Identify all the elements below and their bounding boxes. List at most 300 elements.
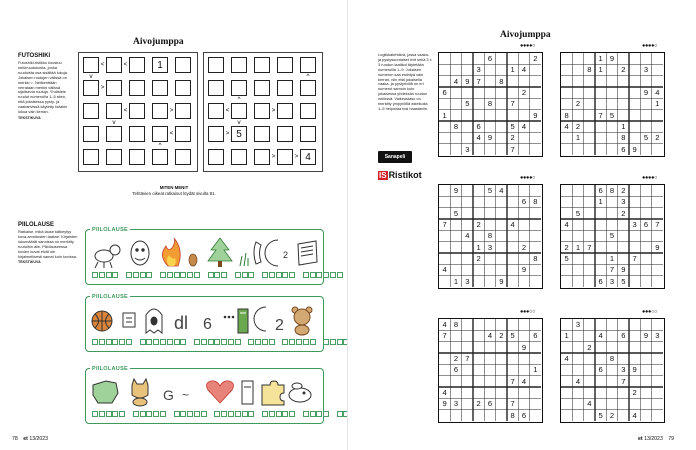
right-issue: 13/2023 (644, 436, 663, 442)
word-gap (167, 411, 173, 417)
letter-box[interactable] (323, 339, 329, 345)
inequality-sign: > (271, 153, 276, 160)
letter-box[interactable] (146, 411, 152, 417)
sudoku-given: 4 (465, 231, 470, 241)
letter-box[interactable] (167, 272, 173, 278)
sudoku-given: 4 (575, 376, 581, 386)
rebus-pictures-1 (90, 236, 319, 269)
futoshiki-cell[interactable] (254, 103, 270, 119)
sudoku-given: 9 (487, 133, 493, 143)
futoshiki-cell[interactable]: 5 (231, 126, 247, 142)
sudoku-given: 5 (609, 231, 615, 241)
right-page-number: 79 (668, 436, 675, 442)
futoshiki-cell[interactable] (83, 149, 99, 165)
rebus-panel-1[interactable] (85, 229, 324, 285)
futoshiki-cell[interactable] (175, 57, 191, 73)
sudoku-given: 3 (609, 276, 615, 286)
sudoku-given: 8 (609, 186, 615, 196)
rebus-pictures-3 (90, 375, 319, 408)
ristikot-logo (378, 170, 422, 180)
difficulty-dots: ●●●○○ (642, 309, 658, 315)
sudoku-given: 8 (510, 410, 515, 420)
inequality-sign: v (89, 72, 93, 80)
sudoku-given: 7 (476, 76, 481, 86)
inequality-sign: ^ (237, 95, 241, 103)
letter-box[interactable] (208, 272, 214, 278)
futoshiki-text: Futoshiki-ristikko koostuu neliöruudukosta, jonka ruuduista osa sisältää lukuja. Jokaisen ruutujen välissä on merkki >. Nelikenttään verrataan merkin välissä sijaitsevia ruutuja. Yhdistele ruudut numeroilla 1–5 siten, että jokaisessa pysty- ja vaakarivissä käytetty kutakin lukua vain kerran. (18, 60, 68, 115)
word-gap (255, 411, 261, 417)
letter-box[interactable] (99, 411, 105, 417)
letter-box[interactable] (228, 339, 234, 345)
inequality-sign: < (100, 61, 105, 68)
rebus-panel-2[interactable] (85, 296, 324, 352)
futoshiki-cell[interactable] (231, 103, 247, 119)
letter-box[interactable] (153, 339, 159, 345)
sudoku-given: 2 (510, 133, 515, 143)
sudoku-grid[interactable] (438, 184, 543, 289)
sudoku-given: 9 (655, 242, 660, 252)
letter-box[interactable] (133, 411, 139, 417)
futoshiki-grid-1[interactable] (78, 52, 198, 172)
letter-box[interactable] (221, 272, 227, 278)
letter-box[interactable] (194, 272, 200, 278)
sudoku-given: 2 (575, 99, 581, 109)
letter-box[interactable] (235, 339, 241, 345)
letter-box[interactable] (262, 339, 268, 345)
sudoku-given: 7 (510, 399, 515, 409)
letter-box[interactable] (337, 339, 343, 345)
sudoku-grid[interactable] (560, 318, 665, 423)
moon-icon (254, 307, 266, 331)
letter-box[interactable] (92, 339, 98, 345)
sudoku-given: 1 (655, 99, 660, 109)
sudoku-given: 4 (587, 399, 592, 409)
letter-box[interactable] (330, 339, 336, 345)
comma-dash-icon (182, 388, 189, 402)
difficulty-dots: ●●●●○ (520, 175, 536, 181)
futoshiki-cell[interactable] (152, 149, 168, 165)
sudoku-given: 9 (499, 276, 504, 286)
letter-box[interactable] (160, 411, 166, 417)
sudoku-grid[interactable] (438, 52, 543, 157)
letter-box[interactable] (310, 411, 316, 417)
sudoku-given: 9 (442, 399, 447, 409)
letter-box[interactable] (248, 272, 254, 278)
letter-box[interactable] (119, 411, 125, 417)
futoshiki-cell[interactable] (231, 57, 247, 73)
futoshiki-cell[interactable] (129, 57, 145, 73)
letter-box[interactable] (248, 411, 254, 417)
sudoku-given: 2 (564, 242, 569, 252)
sudoku-given: 8 (487, 231, 493, 241)
letter-box[interactable] (310, 339, 316, 345)
letter-box[interactable] (180, 272, 186, 278)
sudoku-given: 2 (453, 354, 459, 364)
rebus-answer-boxes-1[interactable] (92, 272, 343, 278)
futoshiki-cell[interactable] (106, 126, 122, 142)
sudoku-given: 2 (521, 88, 527, 98)
sudoku-given: 1 (533, 365, 538, 375)
letter-box[interactable] (201, 411, 207, 417)
word-gap (316, 339, 322, 345)
letter-box[interactable] (262, 272, 268, 278)
inequality-sign: v (237, 118, 241, 126)
sudoku-given: 6 (621, 331, 626, 341)
futoshiki-cell[interactable] (254, 80, 270, 96)
sudoku-given: 6 (521, 410, 527, 420)
futoshiki-cell[interactable] (129, 80, 145, 96)
letter-box[interactable] (289, 411, 295, 417)
sudoku-given: 6 (487, 399, 493, 409)
word-gap (228, 272, 234, 278)
sudoku-given: 2 (499, 331, 504, 341)
futoshiki-cell[interactable]: 4 (300, 149, 316, 165)
futoshiki-cell[interactable] (152, 80, 168, 96)
futoshiki-cell[interactable] (106, 57, 122, 73)
equals-icon (123, 313, 135, 327)
word-gap (126, 411, 132, 417)
letter-box[interactable] (92, 272, 98, 278)
rebus-answer-boxes-3[interactable] (92, 411, 363, 417)
letter-box[interactable] (262, 411, 268, 417)
letter-box[interactable] (276, 272, 282, 278)
letter-box[interactable] (330, 272, 336, 278)
letter-box[interactable] (221, 411, 227, 417)
futoshiki-cell[interactable] (152, 103, 168, 119)
word-gap (330, 411, 336, 417)
letter-box[interactable] (296, 339, 302, 345)
piilolause-text: Ratkaise, mikä lause kätkeytyy kuva-arvoitusten taakse. Kirjainten lukumäärät sanoissa on merkitty ruutuihin alle. Piilolauseessa kuvien kuvat eivät ole kirjaimellisesti samat kuin kuvissa. (18, 229, 78, 259)
letter-box[interactable] (140, 411, 146, 417)
letter-box[interactable] (201, 339, 207, 345)
futoshiki-cell[interactable] (277, 149, 293, 165)
letter-box[interactable] (187, 411, 193, 417)
word-gap (153, 272, 159, 278)
sudoku-given: 5 (465, 99, 470, 109)
letter-box[interactable] (99, 339, 105, 345)
futoshiki-cell[interactable] (300, 57, 316, 73)
left-brand: et (23, 436, 28, 442)
futoshiki-cell[interactable]: 1 (152, 57, 168, 73)
sudoku-given: 4 (476, 133, 481, 143)
letter-box[interactable] (112, 411, 118, 417)
futoshiki-cell[interactable] (175, 149, 191, 165)
futoshiki-cell[interactable] (277, 103, 293, 119)
letter-box[interactable] (303, 411, 309, 417)
letter-box[interactable] (242, 411, 248, 417)
letter-box[interactable] (146, 339, 152, 345)
right-page-title: Aivojumppa (500, 30, 551, 40)
futoshiki-cell[interactable] (175, 103, 191, 119)
letter-box[interactable] (208, 339, 214, 345)
inequality-sign: < (123, 107, 128, 114)
sudoku-given: 6 (598, 186, 603, 196)
sudoku-given: 3 (655, 331, 660, 341)
letter-box[interactable] (310, 272, 316, 278)
letter-box[interactable] (180, 339, 186, 345)
sudoku-grid[interactable] (560, 184, 665, 289)
letter-box[interactable] (214, 272, 220, 278)
piilolause-credit: TEKSTIKUVA (18, 260, 41, 265)
letter-box[interactable] (146, 272, 152, 278)
book-icon (242, 381, 253, 404)
sudoku-given: 5 (609, 110, 615, 120)
rebus-panel-3[interactable] (85, 368, 324, 424)
letter-box[interactable] (106, 272, 112, 278)
svg-text:~: ~ (182, 388, 190, 402)
sudoku-given: 3 (453, 399, 459, 409)
letter-box[interactable] (106, 339, 112, 345)
inequality-sign: > (294, 153, 299, 160)
inequality-sign: < (123, 61, 128, 68)
letter-box[interactable] (323, 272, 329, 278)
letter-box[interactable] (248, 339, 254, 345)
cat-icon (132, 379, 148, 406)
left-page-title: Aivojumppa (133, 37, 184, 47)
futoshiki-instructions (18, 61, 72, 121)
sudoku-given: 2 (533, 54, 538, 64)
letter-box[interactable] (119, 339, 125, 345)
letter-box[interactable] (174, 272, 180, 278)
futoshiki-cell[interactable] (300, 103, 316, 119)
inequality-sign: > (225, 130, 230, 137)
futoshiki-cell[interactable] (208, 103, 224, 119)
letter-box[interactable] (112, 272, 118, 278)
rebus-pictures-2 (90, 303, 319, 336)
sudoku-given: 1 (442, 110, 447, 120)
tree-icon (208, 238, 232, 267)
sudoku-given: 3 (632, 220, 637, 230)
sudoku-instructions: Logiikkatehtävä, jossa vaaka- ja pystysuuntaiset rivit sekä 3 x 3 ruudun laatikot täytetään numeroilla 1–9. Jokaisen numeron saa esiintyä vain kerran, niin että jokaisella vaaka- ja pystyrivillä on eri numerot samoin kuin jokaisessa yhdeksän ruudun neliössä. Vaikeustaso on merkitty ympyröillä asteikolla 1–5 helpoista tosi haastaviin. (378, 52, 432, 111)
letter-box[interactable] (282, 411, 288, 417)
right-brand: et (638, 436, 643, 442)
pinecone-icon (189, 254, 197, 266)
sudoku-given: 1 (575, 133, 581, 143)
svg-text:2: 2 (275, 317, 284, 334)
letter-box[interactable] (337, 411, 343, 417)
futoshiki-cell[interactable] (106, 103, 122, 119)
rebus-answer-boxes-2[interactable] (92, 339, 356, 345)
letter-box[interactable] (323, 411, 329, 417)
futoshiki-cell[interactable] (277, 57, 293, 73)
letter-box[interactable] (214, 411, 220, 417)
sudoku-given: 2 (521, 242, 527, 252)
futoshiki-cell[interactable] (83, 57, 99, 73)
letter-box[interactable] (214, 339, 220, 345)
letter-box[interactable] (153, 411, 159, 417)
letter-box[interactable] (269, 272, 275, 278)
sudoku-given: 5 (487, 186, 493, 196)
letter-box[interactable] (160, 339, 166, 345)
letter-box[interactable] (303, 339, 309, 345)
sudoku-given: 7 (587, 242, 592, 252)
letter-box[interactable] (194, 411, 200, 417)
sudoku-given: 2 (632, 388, 637, 398)
sudoku-grid[interactable] (560, 52, 665, 157)
letter-box[interactable] (187, 272, 193, 278)
sudoku-given: 7 (510, 144, 515, 154)
sudoku-given: 5 (510, 331, 515, 341)
futoshiki-cell[interactable] (300, 80, 316, 96)
letter-box[interactable] (99, 272, 105, 278)
letter-box[interactable] (174, 339, 180, 345)
phone-icon (254, 242, 261, 264)
letter-box[interactable] (242, 272, 248, 278)
sanapeli-logo: Sanapeli (378, 151, 412, 163)
rebus-panel-3-label: PIILOLAUSE (92, 366, 129, 372)
sudoku-given: 7 (442, 220, 447, 230)
sudoku-given: 7 (632, 254, 637, 264)
futoshiki-cell[interactable] (83, 80, 99, 96)
sudoku-given: 6 (487, 54, 493, 64)
sudoku-given: 4 (521, 65, 527, 75)
futoshiki-cell[interactable] (277, 126, 293, 142)
letter-box[interactable] (112, 339, 118, 345)
sudoku-given: 7 (510, 99, 515, 109)
sudoku-given: 9 (453, 186, 459, 196)
futoshiki-cell[interactable] (254, 149, 270, 165)
letter-box[interactable] (133, 272, 139, 278)
sudoku-given: 8 (533, 197, 538, 207)
sudoku-given: 3 (621, 197, 626, 207)
letter-box[interactable] (282, 339, 288, 345)
letter-box[interactable] (194, 339, 200, 345)
sudoku-given: 5 (621, 276, 626, 286)
sudoku-given: 3 (487, 242, 493, 252)
left-footer (12, 436, 48, 442)
letter-box[interactable] (92, 411, 98, 417)
letter-box[interactable] (228, 411, 234, 417)
sudoku-given: 6 (643, 220, 649, 230)
sudoku-given: 2 (476, 399, 481, 409)
word-gap (255, 272, 261, 278)
grass-icon (240, 253, 248, 266)
sudoku-given: 6 (521, 197, 527, 207)
futoshiki-cell[interactable] (129, 126, 145, 142)
letter-box[interactable] (269, 411, 275, 417)
miten-text: Tehtävien oikeat ratkaisut löydät sivulta 81. (132, 191, 216, 196)
letter-box[interactable] (140, 339, 146, 345)
futoshiki-cell[interactable] (129, 103, 145, 119)
inequality-sign: > (271, 107, 276, 114)
teddy-bear-icon (292, 307, 312, 335)
letter-box[interactable] (140, 272, 146, 278)
sudoku-given: 7 (655, 220, 660, 230)
futoshiki-cell[interactable] (254, 57, 270, 73)
sudoku-given: 1 (609, 254, 615, 264)
letter-box[interactable] (316, 272, 322, 278)
sudoku-given: 4 (510, 220, 515, 230)
dl-glyph-icon (174, 313, 188, 333)
sudoku-given: 1 (621, 122, 626, 132)
sudoku-given: 8 (533, 254, 538, 264)
sudoku-given: 9 (465, 76, 470, 86)
sudoku-given: 9 (632, 144, 637, 154)
heart-icon (207, 381, 234, 403)
moon-icon (265, 240, 288, 266)
sudoku-given: 2 (621, 65, 626, 75)
letter-box[interactable] (106, 411, 112, 417)
futoshiki-cell[interactable] (152, 126, 168, 142)
futoshiki-cell[interactable] (129, 149, 145, 165)
letter-box[interactable] (269, 339, 275, 345)
letter-box[interactable] (282, 272, 288, 278)
futoshiki-cell[interactable] (83, 103, 99, 119)
word-gap (133, 339, 139, 345)
letter-box[interactable] (255, 339, 261, 345)
futoshiki-cell[interactable] (300, 126, 316, 142)
sudoku-given: 7 (510, 376, 515, 386)
difficulty-dots: ●●●○○ (520, 309, 536, 315)
sudoku-given: 1 (598, 197, 603, 207)
letter-box[interactable] (337, 272, 343, 278)
sudoku-given: 7 (442, 331, 447, 341)
letter-box[interactable] (289, 339, 295, 345)
futoshiki-cell[interactable] (208, 57, 224, 73)
letter-box[interactable] (303, 272, 309, 278)
sudoku-given: 9 (643, 331, 649, 341)
ghost-icon (146, 309, 162, 333)
inequality-sign: ^ (306, 72, 310, 80)
sudoku-given: 4 (453, 76, 459, 86)
letter-box[interactable] (126, 339, 132, 345)
futoshiki-cell[interactable] (175, 80, 191, 96)
sudoku-given: 1 (575, 242, 581, 252)
letter-box[interactable] (235, 272, 241, 278)
sudoku-given: 2 (621, 208, 626, 218)
sudoku-given: 5 (575, 208, 581, 218)
sudoku-given: 4 (632, 410, 637, 420)
inequality-sign: > (100, 84, 105, 91)
futoshiki-grid-2[interactable] (203, 52, 323, 172)
question-icon (275, 317, 284, 334)
futoshiki-cell[interactable] (208, 149, 224, 165)
sudoku-given: 3 (621, 365, 626, 375)
letter-box[interactable] (289, 272, 295, 278)
futoshiki-cell[interactable] (231, 149, 247, 165)
futoshiki-cell[interactable] (277, 80, 293, 96)
map-spain-icon (93, 381, 118, 403)
sudoku-grid[interactable] (438, 318, 543, 423)
futoshiki-cell[interactable] (231, 80, 247, 96)
letter-box[interactable] (160, 272, 166, 278)
sudoku-given: 9 (521, 342, 527, 352)
futoshiki-cell[interactable] (106, 80, 122, 96)
futoshiki-cell[interactable] (106, 149, 122, 165)
futoshiki-cell[interactable] (83, 126, 99, 142)
letter-box[interactable] (221, 339, 227, 345)
futoshiki-heading: FUTOSHIKI (18, 53, 51, 59)
futoshiki-cell[interactable] (208, 80, 224, 96)
sudoku-given: 7 (621, 376, 626, 386)
futoshiki-cell[interactable] (175, 126, 191, 142)
word-gap (208, 411, 214, 417)
letter-box[interactable] (235, 411, 241, 417)
dots-icon (224, 316, 235, 319)
letter-box[interactable] (167, 339, 173, 345)
sudoku-given: 1 (510, 65, 515, 75)
inequality-sign: v (112, 118, 116, 126)
futoshiki-cell[interactable] (254, 126, 270, 142)
futoshiki-cell[interactable] (208, 126, 224, 142)
letter-box[interactable] (180, 411, 186, 417)
letter-box[interactable] (174, 411, 180, 417)
sudoku-given: 4 (598, 331, 603, 341)
letter-box[interactable] (316, 411, 322, 417)
sudoku-given: 6 (442, 88, 447, 98)
letter-box[interactable] (276, 411, 282, 417)
letter-box[interactable] (126, 272, 132, 278)
